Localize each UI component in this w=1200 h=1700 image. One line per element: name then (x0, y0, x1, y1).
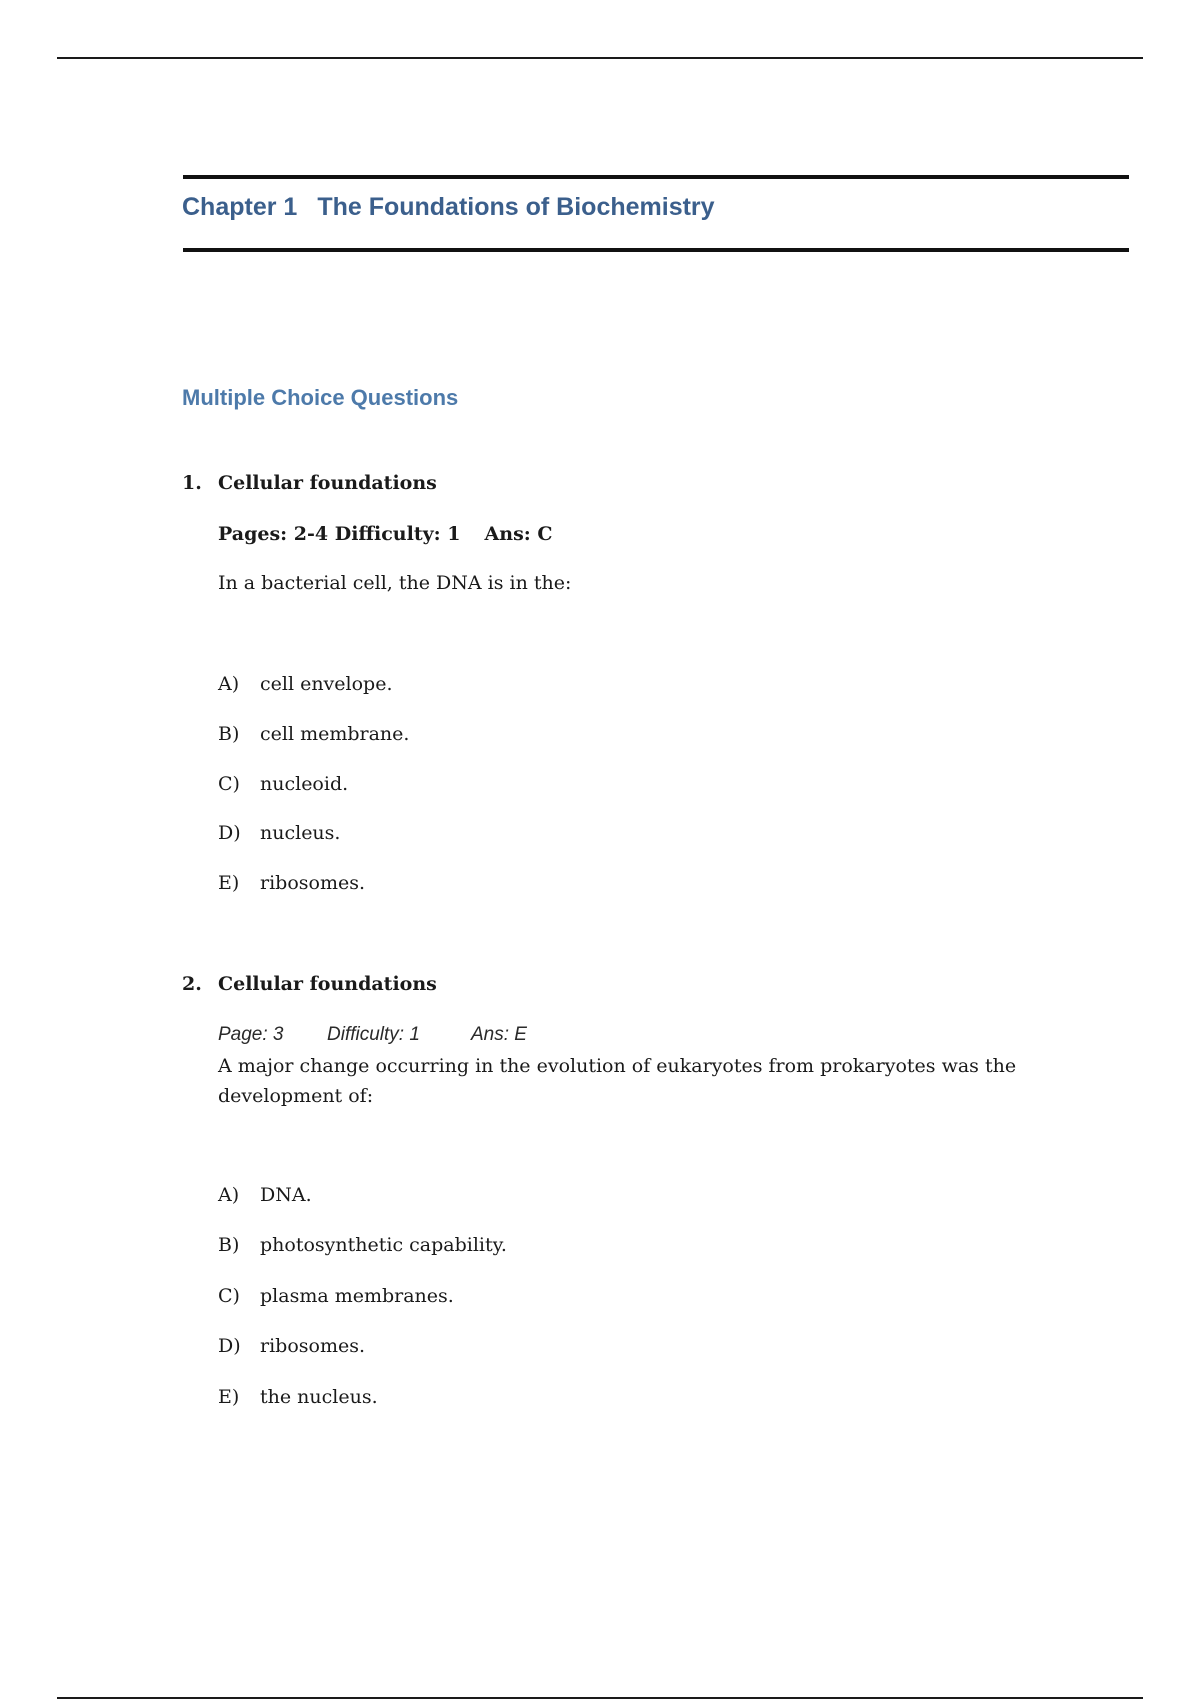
option-text: ribosomes. (260, 872, 366, 894)
option-text: ribosomes. (260, 1335, 366, 1357)
section-title: Multiple Choice Questions (182, 385, 459, 410)
option-text: plasma membranes. (260, 1285, 454, 1307)
question-answer: Ans: E (471, 1024, 527, 1045)
question-1-option-c[interactable] (218, 773, 348, 795)
option-letter: A) (218, 673, 240, 695)
option-letter: D) (218, 822, 241, 844)
question-topic: Cellular foundations (218, 472, 437, 494)
option-text: nucleoid. (260, 773, 349, 795)
question-1-option-e[interactable] (218, 872, 365, 894)
question-answer: Ans: C (484, 523, 553, 545)
question-1-option-a[interactable] (218, 673, 393, 695)
option-letter: B) (218, 723, 240, 745)
question-2-option-e[interactable] (218, 1386, 378, 1408)
page-footer-rule (57, 1697, 1143, 1699)
option-text: nucleus. (260, 822, 341, 844)
option-text: cell envelope. (260, 673, 393, 695)
chapter-heading (182, 193, 715, 222)
chapter-rule-bottom (183, 248, 1129, 252)
question-page: Page: 3 (218, 1024, 284, 1045)
option-text: the nucleus. (260, 1386, 378, 1408)
question-2-option-d[interactable] (218, 1335, 365, 1357)
chapter-title: The Foundations of Biochemistry (317, 193, 715, 221)
question-topic: Cellular foundations (218, 973, 437, 995)
chapter-label: Chapter 1 (182, 193, 298, 221)
question-number: 1. (182, 472, 202, 494)
option-letter: A) (218, 1184, 240, 1206)
question-2-stem: A major change occurring in the evolution of eukaryotes from prokaryotes was the development of: (218, 1055, 1017, 1107)
question-1-option-d[interactable] (218, 822, 340, 844)
question-2-option-b[interactable] (218, 1234, 507, 1256)
question-2-meta (218, 1024, 527, 1046)
option-letter: E) (218, 1386, 240, 1408)
question-number: 2. (182, 973, 202, 995)
question-2-option-c[interactable] (218, 1285, 454, 1307)
question-1-meta (218, 523, 553, 545)
option-letter: C) (218, 1285, 240, 1307)
question-pages-difficulty: Pages: 2-4 Difficulty: 1 (218, 523, 461, 545)
option-text: cell membrane. (260, 723, 410, 745)
question-2-option-a[interactable] (218, 1184, 312, 1206)
option-letter: C) (218, 773, 240, 795)
question-difficulty: Difficulty: 1 (327, 1024, 420, 1045)
option-letter: E) (218, 872, 240, 894)
question-2-heading (182, 973, 437, 995)
option-letter: D) (218, 1335, 241, 1357)
chapter-rule-top (183, 175, 1129, 179)
question-1-heading (182, 472, 437, 494)
question-1-stem: In a bacterial cell, the DNA is in the: (218, 572, 572, 594)
option-text: photosynthetic capability. (260, 1234, 507, 1256)
option-letter: B) (218, 1234, 240, 1256)
page-header-rule (57, 57, 1143, 59)
question-1-option-b[interactable] (218, 723, 409, 745)
option-text: DNA. (260, 1184, 312, 1206)
